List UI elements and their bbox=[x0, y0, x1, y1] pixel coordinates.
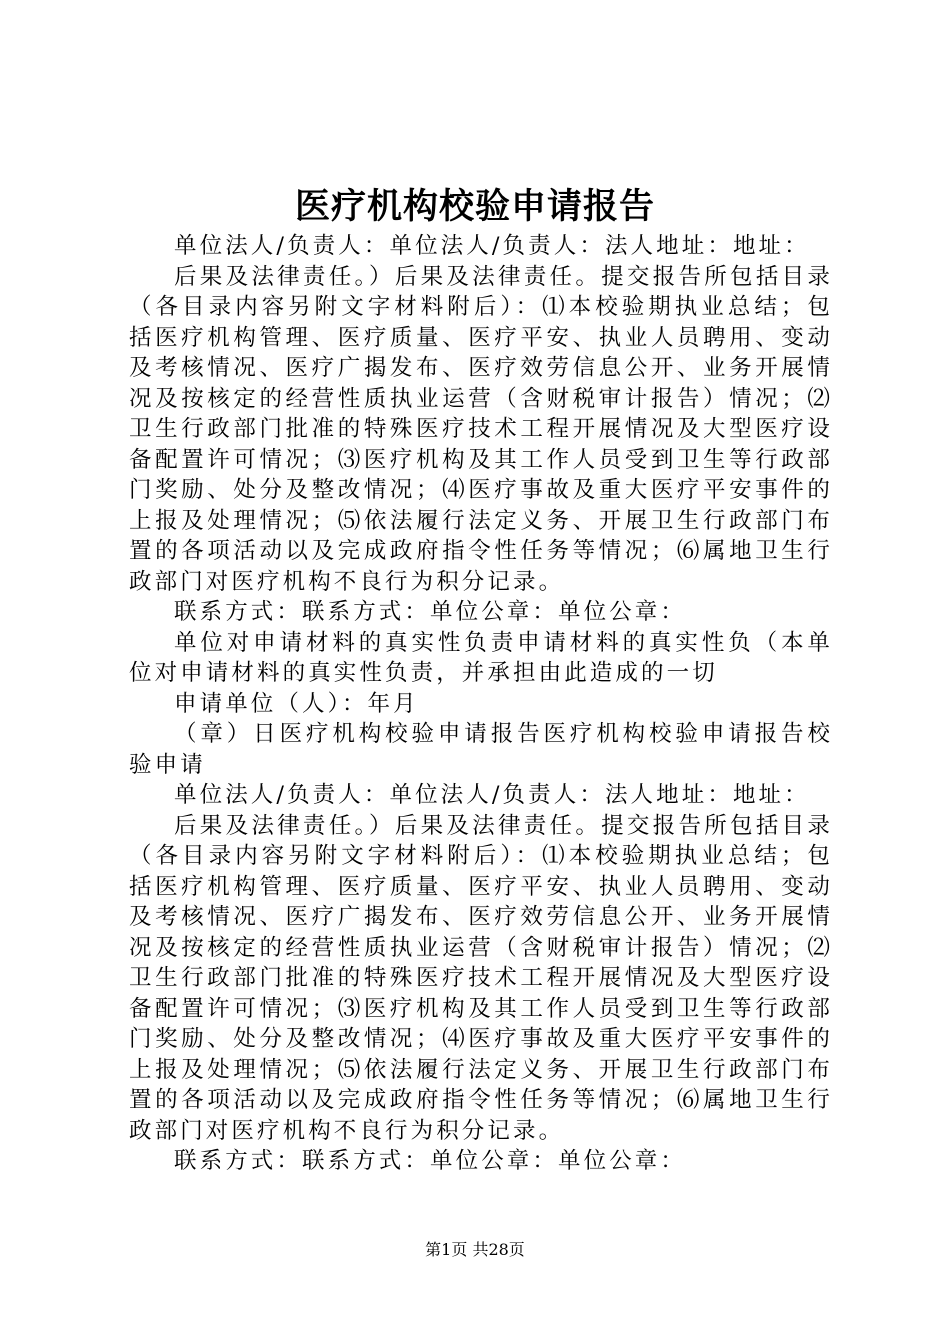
paragraph-report-contents-repeat: 后果及法律责任。）后果及法律责任。提交报告所包括目录（各目录内容另附文字材料附后）：⑴本校验期执业总结；包括医疗机构管理、医疗质量、医疗平安、执业人员聘用、变动及考核情况、医疗广揭发布、医疗效劳信息公开、业务开展情况及按核定的经营性质执业运营（含财税审计报告）情况；⑵卫生行政部门批准的特殊医疗技术工程开展情况及大型医疗设备配置许可情况；⑶医疗机构及其工作人员受到卫生等行政部门奖励、处分及整改情况；⑷医疗事故及重大医疗平安事件的上报及处理情况；⑸依法履行法定义务、开展卫生行政部门布置的各项活动以及完成政府指令性任务等情况；⑹属地卫生行政部门对医疗机构不良行为积分记录。 bbox=[129, 812, 833, 1144]
paragraph-applicant-date: 申请单位（人）：年月 bbox=[174, 690, 419, 717]
document-title: 医疗机构校验申请报告 bbox=[294, 186, 655, 227]
paragraph-responsibility: 单位对申请材料的真实性负责申请材料的真实性负（本单位对申请材料的真实性负责，并承担由此造成的一切 bbox=[129, 629, 833, 686]
paragraph-legal-rep-repeat: 单位法人/负责人：单位法人/负责人：法人地址：地址： bbox=[174, 782, 810, 808]
paragraph-contact-seal: 联系方式：联系方式：单位公章：单位公章： bbox=[174, 599, 687, 625]
paragraph-seal-day: （章）日医疗机构校验申请报告医疗机构校验申请报告校验申请 bbox=[129, 721, 833, 778]
paragraph-contact-seal-repeat: 联系方式：联系方式：单位公章：单位公章： bbox=[174, 1148, 687, 1174]
paragraph-report-contents: 后果及法律责任。）后果及法律责任。提交报告所包括目录（各目录内容另附文字材料附后）：⑴本校验期执业总结；包括医疗机构管理、医疗质量、医疗平安、执业人员聘用、变动及考核情况、医疗广揭发布、医疗效劳信息公开、业务开展情况及按核定的经营性质执业运营（含财税审计报告）情况；⑵卫生行政部门批准的特殊医疗技术工程开展情况及大型医疗设备配置许可情况；⑶医疗机构及其工作人员受到卫生等行政部门奖励、处分及整改情况；⑷医疗事故及重大医疗平安事件的上报及处理情况；⑸依法履行法定义务、开展卫生行政部门布置的各项活动以及完成政府指令性任务等情况；⑹属地卫生行政部门对医疗机构不良行为积分记录。 bbox=[129, 263, 833, 595]
paragraph-legal-rep: 单位法人/负责人：单位法人/负责人：法人地址：地址： bbox=[174, 233, 810, 259]
page-number-footer: 第1页 共28页 bbox=[425, 1240, 525, 1259]
document-body bbox=[129, 231, 833, 1177]
